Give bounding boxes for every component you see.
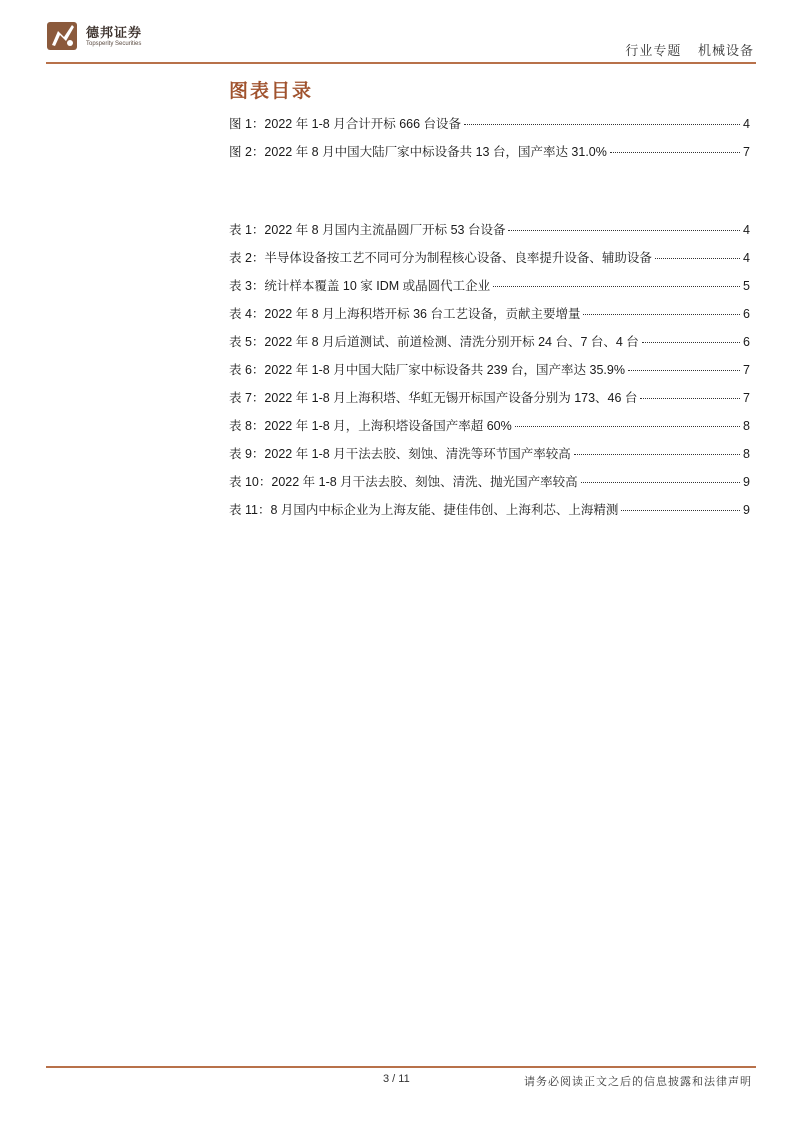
toc-leader-dots bbox=[515, 426, 740, 427]
toc-entry-page: 4 bbox=[743, 117, 750, 131]
toc-entry-label: 表 11：8 月国内中标企业为上海友能、捷佳伟创、上海利芯、上海精测 bbox=[229, 503, 619, 517]
toc-entry[interactable] bbox=[229, 390, 750, 418]
header-divider bbox=[46, 62, 756, 64]
toc-entry[interactable] bbox=[229, 222, 750, 250]
toc-leader-dots bbox=[621, 510, 740, 511]
toc-entry[interactable] bbox=[229, 334, 750, 362]
toc-entry-page: 9 bbox=[743, 475, 750, 489]
toc-leader-dots bbox=[464, 124, 740, 125]
figure-list bbox=[229, 116, 750, 172]
toc-entry-label: 表 10：2022 年 1-8 月干法去胶、刻蚀、清洗、抛光国产率较高 bbox=[229, 475, 578, 489]
toc-entry-page: 9 bbox=[743, 503, 750, 517]
toc-entry[interactable] bbox=[229, 446, 750, 474]
logo-chinese-name: 德邦证券 bbox=[86, 24, 143, 40]
toc-entry-page: 4 bbox=[743, 223, 750, 237]
company-logo-icon bbox=[46, 19, 80, 53]
toc-entry-label: 图 1：2022 年 1-8 月合计开标 666 台设备 bbox=[229, 117, 462, 131]
logo-english-name: Topsperity Securities bbox=[86, 40, 142, 47]
toc-entry[interactable] bbox=[229, 144, 750, 172]
toc-entry-page: 7 bbox=[743, 145, 750, 159]
legal-disclaimer: 请务必阅读正文之后的信息披露和法律声明 bbox=[524, 1076, 752, 1088]
toc-entry[interactable] bbox=[229, 502, 750, 530]
toc-entry-label: 表 2：半导体设备按工艺不同可分为制程核心设备、良率提升设备、辅助设备 bbox=[229, 251, 652, 265]
toc-leader-dots bbox=[640, 398, 740, 399]
toc-entry[interactable] bbox=[229, 116, 750, 144]
toc-entry-page: 8 bbox=[743, 419, 750, 433]
toc-entry[interactable] bbox=[229, 250, 750, 278]
toc-leader-dots bbox=[583, 314, 740, 315]
toc-leader-dots bbox=[642, 342, 740, 343]
toc-entry[interactable] bbox=[229, 306, 750, 334]
toc-leader-dots bbox=[574, 454, 740, 455]
toc-entry-page: 8 bbox=[743, 447, 750, 461]
toc-entry-label: 表 4：2022 年 8 月上海积塔开标 36 台工艺设备，贡献主要增量 bbox=[229, 307, 581, 321]
toc-entry-page: 7 bbox=[743, 391, 750, 405]
toc-leader-dots bbox=[493, 286, 740, 287]
toc-leader-dots bbox=[508, 230, 740, 231]
toc-entry-page: 6 bbox=[743, 335, 750, 349]
industry-name: 机械设备 bbox=[697, 43, 754, 58]
toc-leader-dots bbox=[628, 370, 740, 371]
brand-logo bbox=[46, 18, 156, 54]
toc-entry[interactable] bbox=[229, 418, 750, 446]
toc-title: 图表目录 bbox=[229, 81, 314, 102]
toc-entry-label: 表 1：2022 年 8 月国内主流晶圆厂开标 53 台设备 bbox=[229, 223, 506, 237]
footer-divider bbox=[46, 1066, 756, 1068]
toc-entry-page: 4 bbox=[743, 251, 750, 265]
toc-entry-page: 6 bbox=[743, 307, 750, 321]
toc-entry[interactable] bbox=[229, 474, 750, 502]
toc-entry[interactable] bbox=[229, 278, 750, 306]
toc-entry-label: 表 7：2022 年 1-8 月上海积塔、华虹无锡开标国产设备分别为 173、46 台 bbox=[229, 391, 638, 405]
toc-entry-page: 5 bbox=[743, 279, 750, 293]
report-category: 行业专题 bbox=[625, 43, 682, 58]
toc-leader-dots bbox=[610, 152, 740, 153]
toc-entry-label: 表 3：统计样本覆盖 10 家 IDM 或晶圆代工企业 bbox=[229, 279, 491, 293]
toc-entry-label: 表 9：2022 年 1-8 月干法去胶、刻蚀、清洗等环节国产率较高 bbox=[229, 447, 571, 461]
toc-entry-label: 表 6：2022 年 1-8 月中国大陆厂家中标设备共 239 台，国产率达 35.9% bbox=[229, 363, 625, 377]
toc-leader-dots bbox=[655, 258, 740, 259]
page-number: 3 / 11 bbox=[383, 1073, 410, 1085]
toc-entry[interactable] bbox=[229, 362, 750, 390]
toc-entry-label: 表 5：2022 年 8 月后道测试、前道检测、清洗分别开标 24 台、7 台、4 台 bbox=[229, 335, 639, 349]
toc-entry-label: 表 8：2022 年 1-8 月，上海积塔设备国产率超 60% bbox=[229, 419, 512, 433]
toc-leader-dots bbox=[581, 482, 740, 483]
header-category bbox=[613, 40, 754, 59]
table-list bbox=[229, 222, 750, 530]
toc-entry-page: 7 bbox=[743, 363, 750, 377]
toc-entry-label: 图 2：2022 年 8 月中国大陆厂家中标设备共 13 台，国产率达 31.0% bbox=[229, 145, 607, 159]
